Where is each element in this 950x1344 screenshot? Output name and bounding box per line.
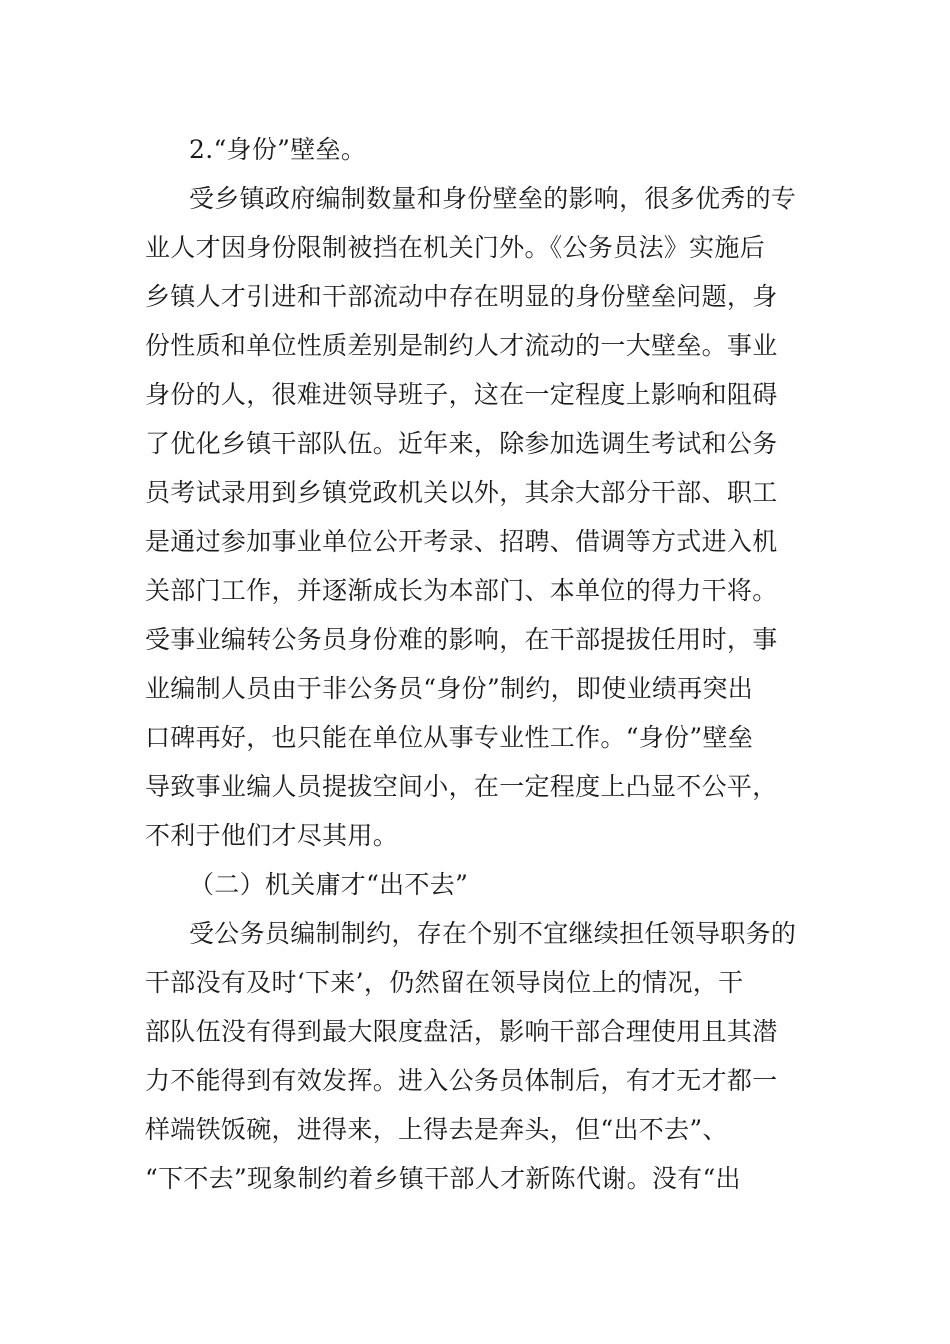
paragraph-line: 份性质和单位性质差别是制约人才流动的一大壁垒。事业: [145, 331, 778, 360]
paragraph-line: 员考试录用到乡镇党政机关以外，其余大部分干部、职工: [145, 478, 778, 507]
paragraph-line: 受乡镇政府编制数量和身份壁垒的影响，很多优秀的专: [189, 184, 797, 213]
section-heading-identity-barrier: 2.“身份”壁垒。: [189, 135, 367, 164]
paragraph-line: 不利于他们才尽其用。: [145, 821, 399, 850]
paragraph-line: 业编制人员由于非公务员“身份”制约，即使业绩再突出: [145, 674, 754, 703]
paragraph-line: 乡镇人才引进和干部流动中存在明显的身份壁垒问题，身: [145, 282, 778, 311]
paragraph-line: 受公务员编制制约，存在个别不宜继续担任领导职务的: [189, 919, 797, 948]
paragraph-line: 业人才因身份限制被挡在机关门外。《公务员法》实施后: [145, 233, 766, 262]
paragraph-line: 力不能得到有效发挥。进入公务员体制后，有才无才都一: [145, 1066, 778, 1095]
paragraph-line: 样端铁饭碗，进得来，上得去是奔头，但“出不去”、: [145, 1115, 728, 1144]
paragraph-line: 关部门工作，并逐渐成长为本部门、本单位的得力干将。: [145, 576, 778, 605]
paragraph-line: 了优化乡镇干部队伍。近年来，除参加选调生考试和公务: [145, 429, 778, 458]
paragraph-line: 是通过参加事业单位公开考录、招聘、借调等方式进入机: [145, 527, 778, 556]
paragraph-line: “下不去”现象制约着乡镇干部人才新陈代谢。没有“出: [145, 1164, 741, 1193]
paragraph-line: 身份的人，很难进领导班子，这在一定程度上影响和阻碍: [145, 380, 778, 409]
paragraph-line: 受事业编转公务员身份难的影响，在干部提拔任用时，事: [145, 625, 778, 654]
paragraph-line: 口碑再好，也只能在单位从事专业性工作。“身份”壁垒: [145, 723, 754, 752]
section-heading-mediocre-staff: （二）机关庸才“出不去”: [189, 870, 469, 899]
paragraph-line: 干部没有及时‘下来’，仍然留在领导岗位上的情况，干: [145, 968, 744, 997]
paragraph-line: 导致事业编人员提拔空间小，在一定程度上凸显不公平，: [145, 772, 778, 801]
paragraph-line: 部队伍没有得到最大限度盘活，影响干部合理使用且其潜: [145, 1017, 778, 1046]
